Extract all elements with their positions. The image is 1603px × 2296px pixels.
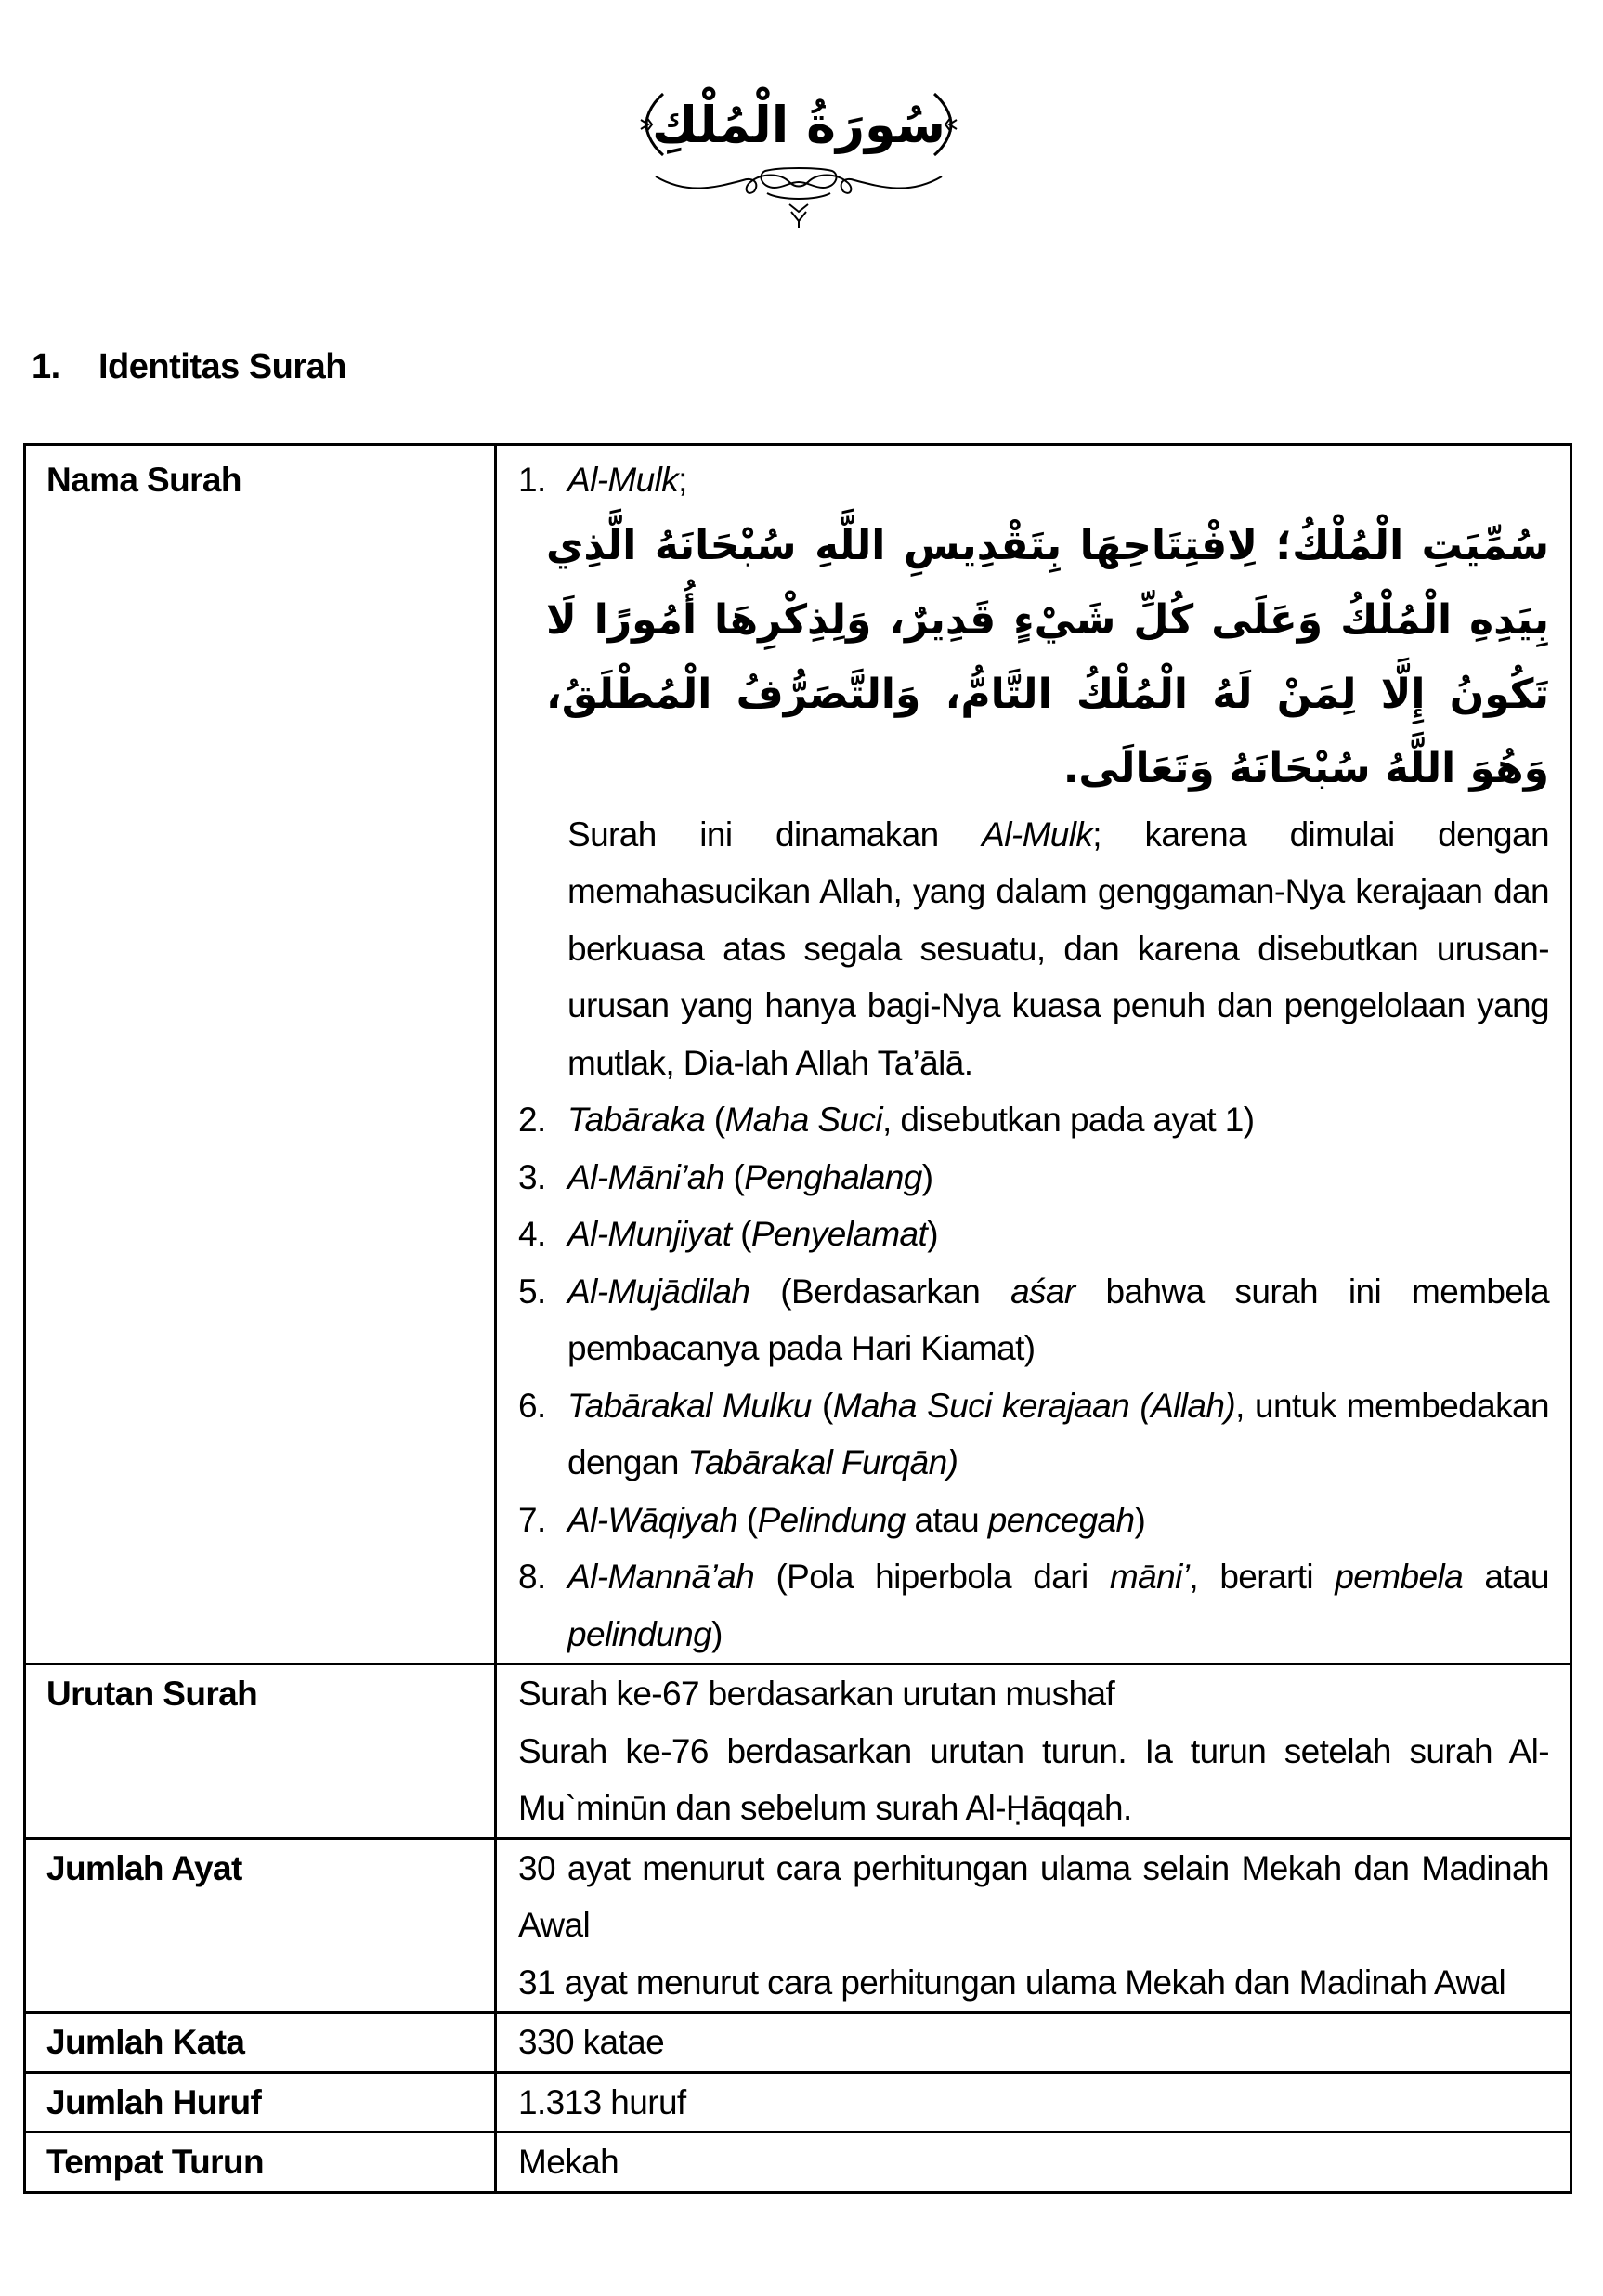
row-label: Tempat Turun bbox=[25, 2133, 496, 2193]
name-item: 1. Al-Mulk; bbox=[518, 461, 687, 499]
ornamental-bracket-right-icon bbox=[929, 92, 958, 157]
name-item: 8. Al-Mannā’ah (Pola hiperbola dari māni’, berarti pembela atau pelindung) bbox=[518, 1558, 1549, 1653]
name-item: 2. Tabāraka (Maha Suci, disebutkan pada ayat 1) bbox=[518, 1101, 1255, 1139]
surah-name: Al-Mulk bbox=[567, 461, 679, 499]
surah-header bbox=[0, 0, 1603, 251]
table-row-jumlah-kata bbox=[25, 2013, 1571, 2073]
row-value: Surah ke-67 berdasarkan urutan mushaf Surah ke-76 berdasarkan urutan turun. Ia turun setelah surah Al-Mu`minūn dan sebelum surah Al-Ḥāqqah. bbox=[496, 1664, 1571, 1839]
arabic-explanation: سُمِّيَتِ الْمُلْكُ؛ لِافْتِتَاحِهَا بِتَقْدِيسِ اللَّهِ سُبْحَانَهُ الَّذِي بِيَدِهِ الْمُلْكُ وَعَلَى كُلِّ شَيْءٍ قَدِيرٌ، وَلِذِكْرِهَا أُمُورًا لَا تَكُونُ إِلَّا لِمَنْ لَهُ الْمُلْكُ التَّامُّ، وَالتَّصَرُّفُ الْمُطْلَقُ، وَهُوَ اللَّهُ سُبْحَانَهُ وَتَعَالَى. bbox=[546, 521, 1549, 792]
row-label: Urutan Surah bbox=[25, 1664, 496, 1839]
table-row-nama-surah bbox=[25, 445, 1571, 1664]
row-value: Mekah bbox=[496, 2133, 1571, 2193]
row-label: Jumlah Ayat bbox=[25, 1838, 496, 2013]
row-value: 30 ayat menurut cara perhitungan ulama selain Mekah dan Madinah Awal 31 ayat menurut cara perhitungan ulama Mekah dan Madinah Awal bbox=[496, 1838, 1571, 2013]
name-item: 6. Tabārakal Mulku (Maha Suci kerajaan (Allah), untuk membedakan dengan Tabārakal Furqān) bbox=[518, 1386, 1549, 1481]
name-item: 7. Al-Wāqiyah (Pelindung atau pencegah) bbox=[518, 1500, 1146, 1539]
section-number: 1. bbox=[32, 347, 60, 386]
row-value: 1.313 huruf bbox=[496, 2072, 1571, 2133]
row-label: Nama Surah bbox=[25, 445, 496, 1664]
section-heading bbox=[32, 344, 346, 390]
table-row-urutan-surah bbox=[25, 1664, 1571, 1839]
section-title: Identitas Surah bbox=[98, 347, 346, 386]
row-label: Jumlah Kata bbox=[25, 2013, 496, 2073]
surah-title-frame bbox=[650, 88, 947, 163]
row-value: 330 katae bbox=[496, 2013, 1571, 2073]
surah-arabic-title: سُورَةُ الْمُلْكِ bbox=[651, 96, 946, 154]
table-row-jumlah-ayat bbox=[25, 1838, 1571, 2013]
name-item: 4. Al-Munjiyat (Penyelamat) bbox=[518, 1215, 938, 1253]
row-label: Jumlah Huruf bbox=[25, 2072, 496, 2133]
decorative-flourish-icon bbox=[650, 167, 947, 241]
table-row-tempat-turun bbox=[25, 2133, 1571, 2193]
name-item: 3. Al-Māni’ah (Penghalang) bbox=[518, 1157, 933, 1196]
name-item: 5. Al-Mujādilah (Berdasarkan aśar bahwa surah ini membela pembacanya pada Hari Kiamat) bbox=[518, 1272, 1549, 1367]
row-value bbox=[496, 445, 1571, 1664]
table-row-jumlah-huruf bbox=[25, 2072, 1571, 2133]
surah-identity-table bbox=[23, 443, 1572, 2194]
explanation-paragraph: Surah ini dinamakan Al-Mulk; karena dimulai dengan memahasucikan Allah, yang dalam genggaman-Nya kerajaan dan berkuasa atas segala sesuatu, dan karena disebutkan urusan-urusan yang hanya bagi-Nya kuasa penuh dan pengelolaan yang mutlak, Dia-lah Allah Ta’ālā. bbox=[567, 815, 1549, 1082]
